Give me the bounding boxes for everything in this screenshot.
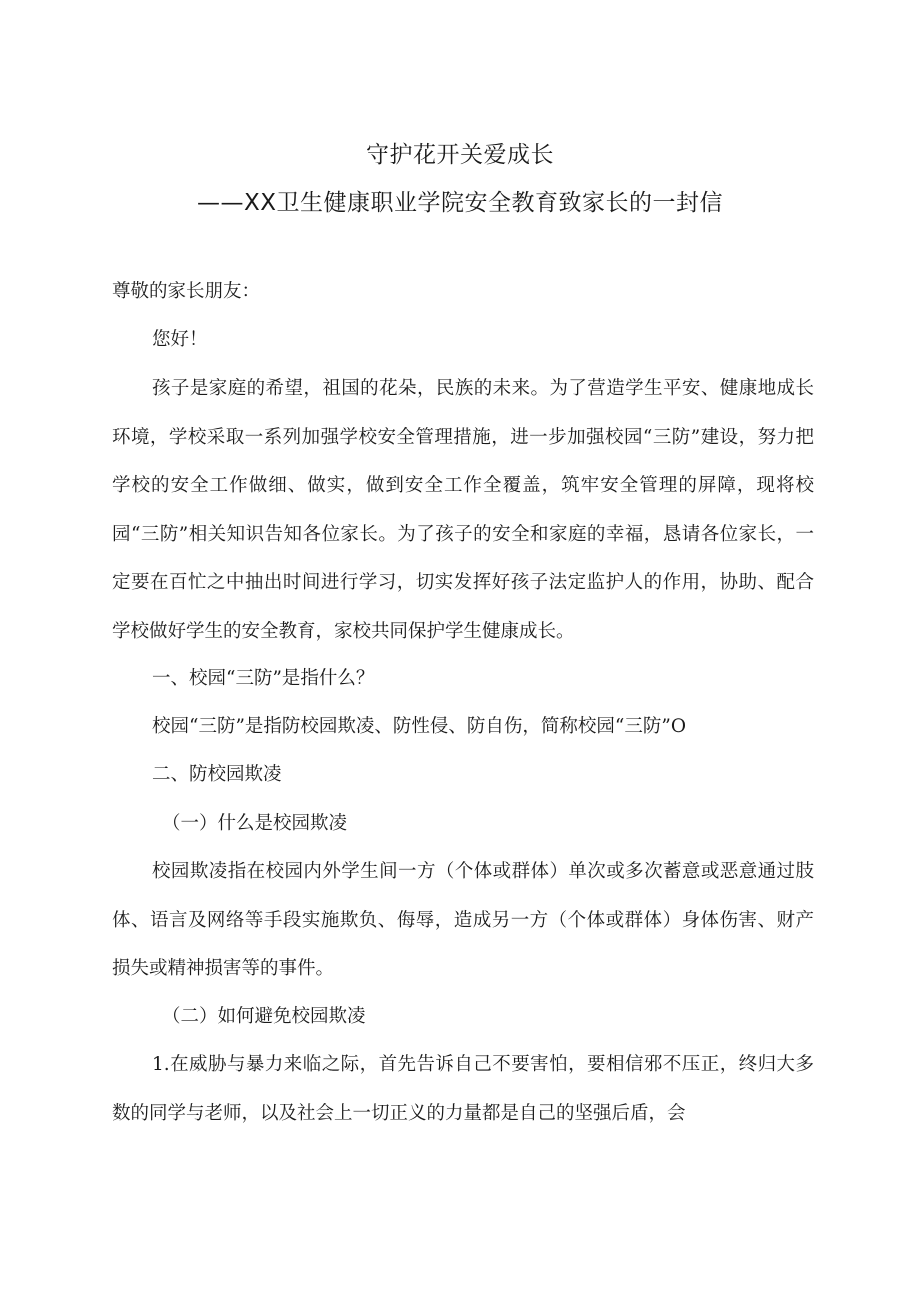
document-subtitle: ——XX卫生健康职业学院安全教育致家长的一封信 <box>196 190 723 216</box>
subsection1-body: 校园欺凌指在校园内外学生间一方（个体或群体）单次或多次蓄意或恶意通过肢体、语言及网络等手段实施欺负、侮辱，造成另一方（个体或群体）身体伤害、财产损失或精神损害等的事件。 <box>112 861 814 979</box>
document-title: 守护花开关爱成长 <box>366 142 554 168</box>
section1-body: 校园“三防”是指防校园欺凌、防性侵、防自伤，简称校园“三防”O <box>152 716 687 737</box>
salutation: 尊敬的家长朋友： <box>112 281 261 302</box>
item1-paragraph: 1.在威胁与暴力来临之际，首先告诉自己不要害怕，要相信邪不压正，终归大多数的同学与老师，以及社会上一切正义的力量都是自己的坚强后盾，会 <box>112 1054 814 1124</box>
section1-heading: 一、校园“三防”是指什么？ <box>152 668 375 689</box>
subsection2-heading: （二）如何避免校园欺凌 <box>162 1006 366 1027</box>
subsection1-heading: （一）什么是校园欺凌 <box>162 813 348 834</box>
greeting: 您好！ <box>152 329 208 350</box>
section2-heading: 二、防校园欺凌 <box>152 764 282 785</box>
intro-paragraph: 孩子是家庭的希望，祖国的花朵，民族的未来。为了营造学生平安、健康地成长环境，学校采取一系列加强学校安全管理措施，进一步加强校园“三防”建设，努力把学校的安全工作做细、做实，做到安全工作全覆盖，筑牢安全管理的屏障，现将校园“三防”相关知识告知各位家长。为了孩子的安全和家庭的幸福，恳请各位家长，一定要在百忙之中抽出时间进行学习，切实发挥好孩子法定监护人的作用，协助、配合学校做好学生的安全教育，家校共同保护学生健康成长。 <box>112 378 814 642</box>
